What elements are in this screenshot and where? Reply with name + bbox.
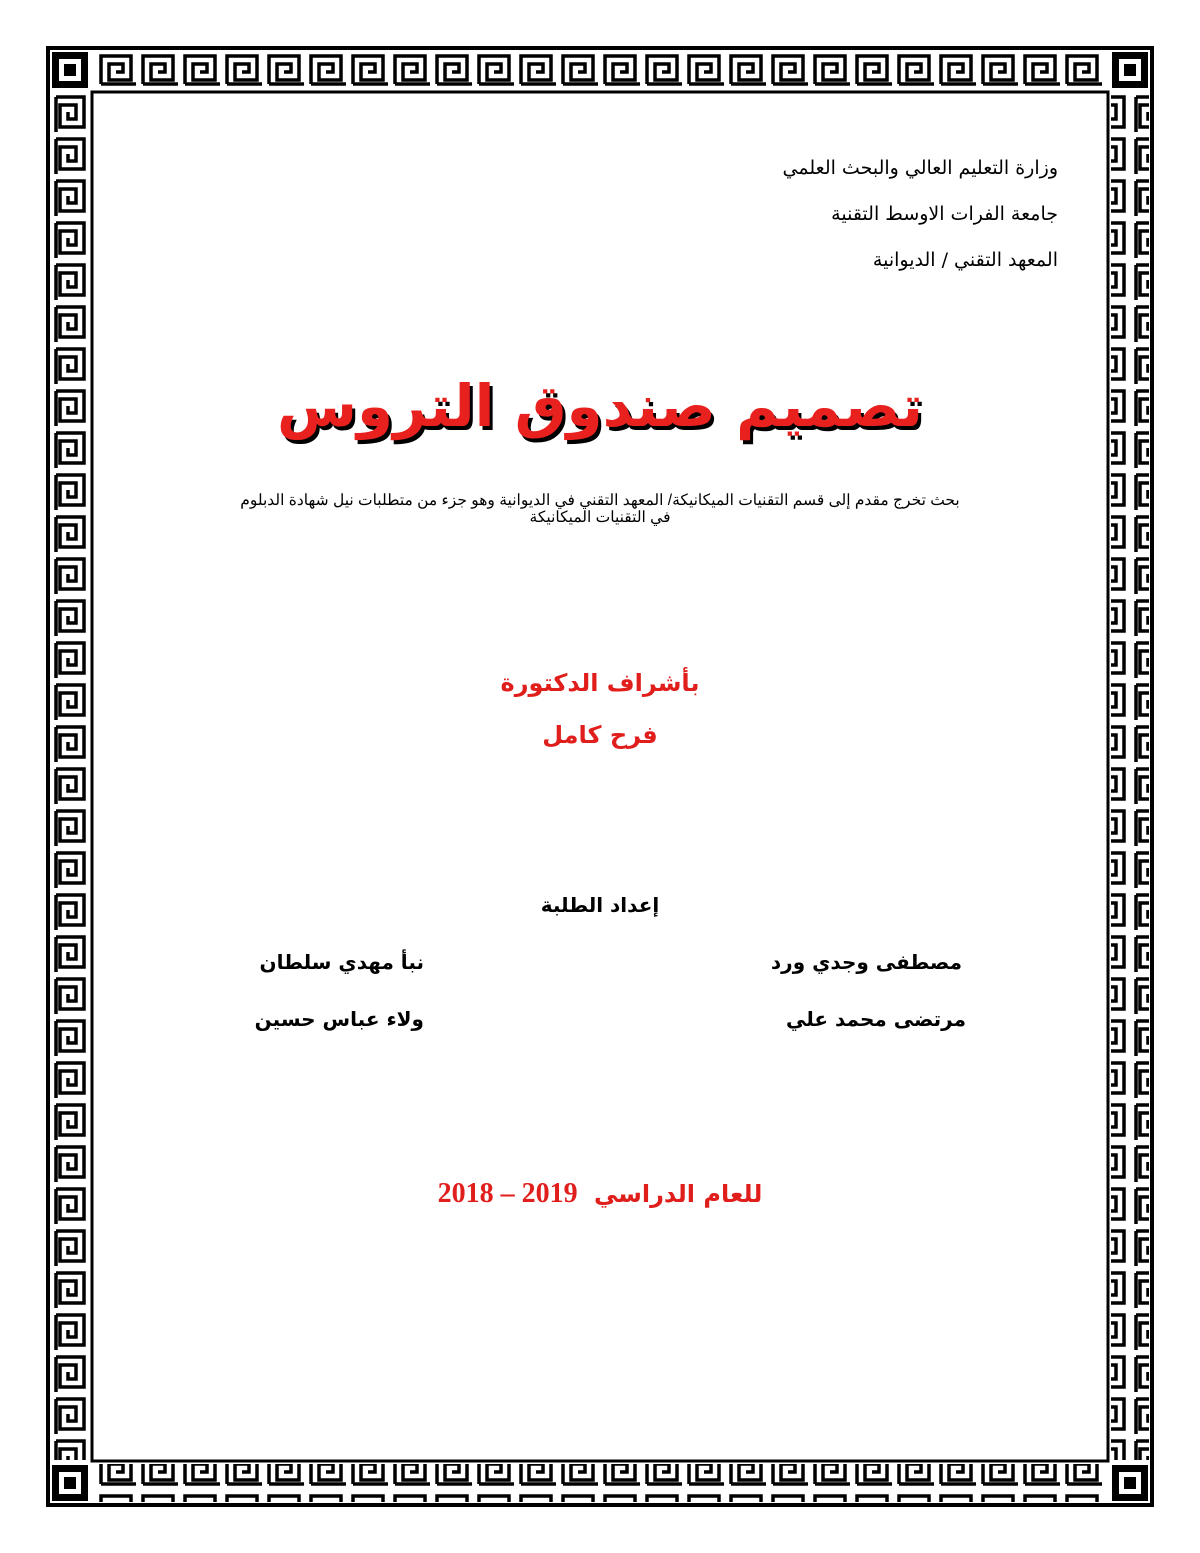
institution-header [538, 156, 1058, 294]
description-line-1: بحث تخرج مقدم إلى قسم التقنيات الميكانيكة/ المعهد التقني في الديوانية وهو جزء من متطلبات نيل شهادة الدبلوم [240, 492, 960, 509]
student-name: ولاء عباس حسين [254, 1007, 424, 1031]
students-heading: إعداد الطلبة [540, 893, 660, 917]
student-name: نبأ مهدي سلطان [259, 950, 424, 974]
academic-year-range: 2018 – 2019 [437, 1178, 578, 1209]
ministry-name: وزارة التعليم العالي والبحث العلمي [782, 157, 1058, 179]
supervisor-name: فرح كامل [542, 721, 658, 749]
institute-name: المعهد التقني / الديوانية [872, 249, 1058, 271]
description-line-2: في التقنيات الميكانيكة [529, 509, 671, 526]
academic-year [150, 1178, 1050, 1210]
supervisor-label: بأشراف الدكتورة [500, 669, 700, 697]
academic-year-label: للعام الدراسي [594, 1180, 763, 1208]
thesis-title: تصميم صندوق التروس [277, 372, 923, 440]
thesis-description [150, 492, 1050, 526]
student-name: مرتضى محمد علي [785, 1007, 966, 1031]
university-name: جامعة الفرات الاوسط التقنية [831, 203, 1058, 225]
student-name: مصطفى وجدي ورد [770, 950, 962, 974]
supervisor-block [150, 668, 1050, 772]
